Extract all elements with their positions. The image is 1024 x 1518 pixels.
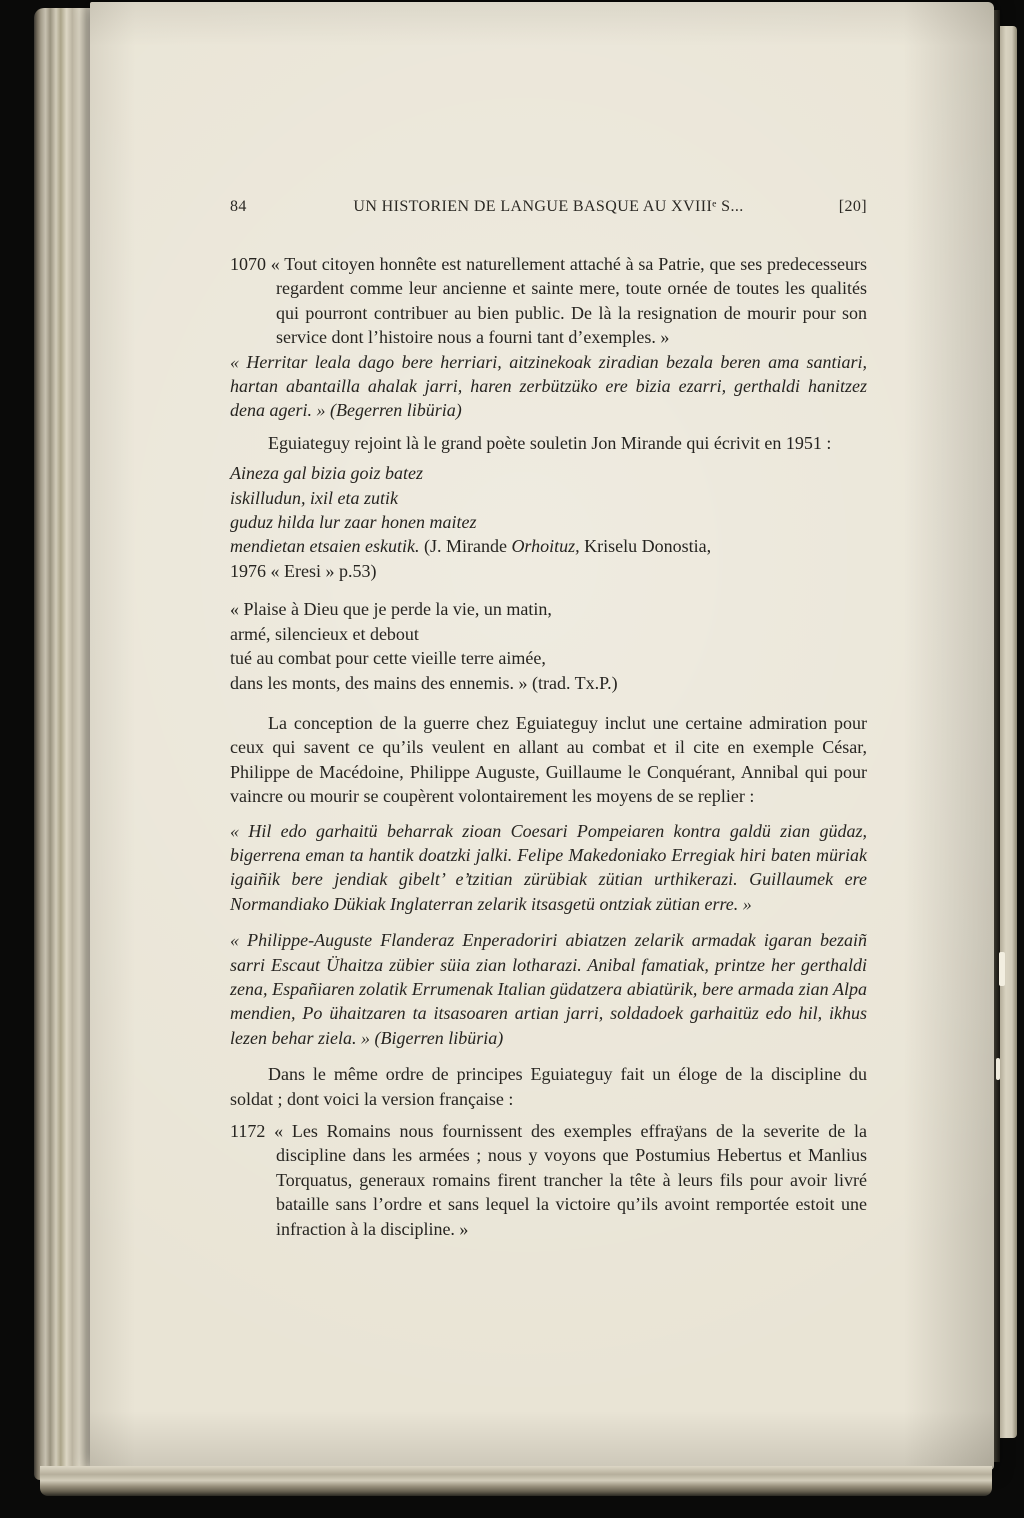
paragraph-number: 1070 — [230, 254, 266, 274]
paragraph-text: « Les Romains nous fournissent des exemples effraÿans de la severite de la discipline dans les armées ; nous y voyons que Postumius Hebertus et Manlius Torquatus, generaux romains firent trancher la tête à leurs fils pour avoir livré bataille sans l’ordre et sans lequel la victoire qu’ils avoint remportée estoit une infraction à la discipline. » — [274, 1121, 867, 1239]
quote-text: « Philippe-Auguste Flanderaz Enperadoriri abiatzen zelarik armadak igaran bezaiñ sarri Escaut Ühaitza zübier süia zian lotharazi. Anibal famatiak, printze her gerthaldi zena, Españiaren zolatik Errumenak Italian güdatzera abiatürik, bere armada zian Alpa mendien, Po ühaitzaren ta itsasoaren artian jarri, soldadoek garhaitüz edo hil, ikhus lezen behar ziela. » — [230, 930, 867, 1048]
verse-line: armé, silencieux et debout — [230, 623, 419, 644]
verse-line: tué au combat pour cette vieille terre aimée, — [230, 648, 546, 669]
body-text — [230, 252, 867, 1241]
citation-part: (J. Mirande — [423, 536, 507, 557]
french-translation-verse — [230, 597, 867, 695]
paragraph-number: 1172 — [230, 1121, 266, 1141]
verse-line: guduz hilda lur zaar honen maitez — [230, 512, 477, 533]
page-edge-notch — [999, 952, 1005, 986]
text-column — [230, 198, 867, 1241]
numbered-paragraph-1172 — [230, 1119, 867, 1241]
basque-quote-philippe — [230, 928, 867, 1050]
quote-citation: (Bigerren libüria) — [374, 1027, 504, 1048]
numbered-paragraph-1070 — [230, 252, 867, 350]
page-stack-bottom-edge — [40, 1466, 992, 1496]
page-stack-left-edge — [34, 8, 92, 1480]
citation-line: 1976 « Eresi » p.53) — [230, 560, 377, 581]
verse-line: « Plaise à Dieu que je perde la vie, un matin, — [230, 599, 552, 620]
citation-title: Orhoituz, — [511, 536, 580, 557]
basque-verse — [230, 461, 867, 583]
verse-line: Aineza gal bizia goiz batez — [230, 463, 423, 484]
verse-line: dans les monts, des mains des ennemis. » (trad. Tx.P.) — [230, 672, 618, 693]
page-number: 84 — [230, 198, 247, 215]
quote-text: « Herritar leala dago bere herriari, aitzinekoak ziradian bezala beren ama santiari, hartan abantailla ahalak jarri, haren zerbützüko ere bizia ezarri, gerthaldi hanitzez dena ageri. » — [230, 351, 867, 421]
paragraph-text: « Tout citoyen honnête est naturellement attaché à sa Patrie, que ses predecesseurs regardent comme leur ancienne et sainte mere, toute ornée de toutes les qualités qui pourront contribuer au bien public. De là la resignation de mourir pour son service dont l’histoire nous a fourni tant d’exemples. » — [270, 254, 867, 348]
basque-quote-herritar — [230, 350, 867, 423]
folio-bracket: [20] — [838, 198, 867, 215]
verse-line-with-citation — [230, 534, 867, 558]
basque-quote-hil: « Hil edo garhaitü beharrak zioan Coesari Pompeiaren kontra galdü zian güdaz, bigerrena eman ta hantik doatzki jalki. Felipe Makedoniako Erregiak hiri baten müriak igaiñik bere jendiak gibelt’ e’tzitian zürübiak zütian urthikerazi. Guillaumek ere Normandiako Dükiak Inglaterran zelarik itsasgetü ontziak zütian erre. » — [230, 820, 867, 914]
binding-mark — [996, 1058, 1000, 1080]
paragraph-discipline: Dans le même ordre de principes Eguiateguy fait un éloge de la discipline du soldat ; dont voici la version française : — [230, 1064, 867, 1109]
next-page-edge — [1000, 26, 1017, 1438]
running-header — [230, 198, 867, 216]
verse-line: iskilludun, ixil eta zutik — [230, 487, 398, 508]
citation-part: Kriselu Donostia, — [584, 536, 712, 557]
quote-citation: (Begerren libüria) — [329, 400, 462, 421]
paragraph-mirande: Eguiateguy rejoint là le grand poète souletin Jon Mirande qui écrivit en 1951 : — [268, 432, 832, 453]
scanned-page — [90, 2, 994, 1470]
running-title: UN HISTORIEN DE LANGUE BASQUE AU XVIIIᵉ S... — [353, 198, 744, 215]
paragraph-conception: La conception de la guerre chez Eguiateguy inclut une certaine admiration pour ceux qui savent ce qu’ils veulent en allant au combat et il cite en exemple César, Philippe de Macédoine, Philippe Auguste, Guillaume le Conquérant, Annibal qui pour vaincre ou mourir se coupèrent volontairement les moyens de se replier : — [230, 712, 867, 807]
verse-line-text: mendietan etsaien eskutik. — [230, 536, 420, 557]
